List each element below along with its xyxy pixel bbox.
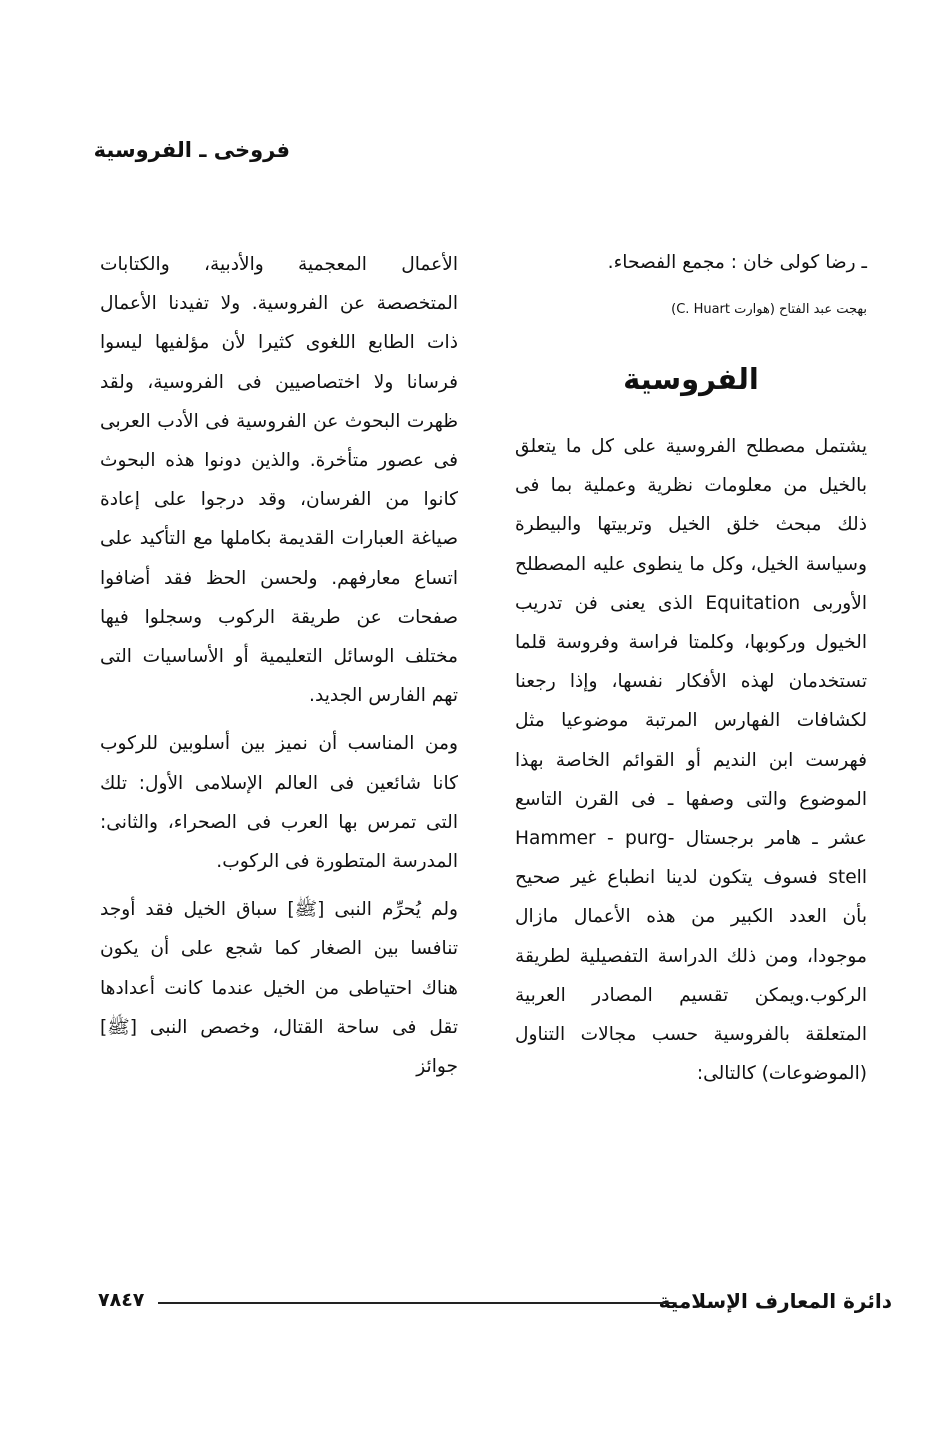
article-author: بهجت عبد الفتاح (هوارت C. Huart) — [671, 302, 867, 317]
body-paragraph: يشتمل مصطلح الفروسية على كل ما يتعلق بالخيل من معلومات نظرية وعملية بما فى ذلك مبحث خلق الخيل وتربيتها والبيطرة وسياسة الخيل، وكل ما ينطوى عليه المصطلح الأوربى Equitation الذى يعنى فن تدريب الخيول وركوبها، وكلمتا فراسة وفروسة قلما تستخدمان لهذه الأفكار نفسها، وإذا رجعنا لكشافات الفهارس المرتبة موضوعيا مثل فهرست ابن النديم أو القوائم الخاصة بهذا الموضوع والتى وصفها ـ فى القرن التاسع عشر ـ هامر برجستال Hammer - purg- stell فسوف يتكون لدينا انطباع غير صحيح بأن العدد الكبير من هذه الأعمال مازال موجودا، ومن ذلك الدراسة التفصيلية لطريقة الركوب.ويمكن تقسيم المصادر العربية المتعلقة بالفروسية حسب مجالات التناول (الموضوعات) كالتالى: — [515, 436, 868, 1085]
right-column — [515, 427, 867, 1093]
body-paragraph: ومن المناسب أن نميز بين أسلوبين للركوب كانا شائعين فى العالم الإسلامى الأول: تلك التى تمرس بها العرب فى الصحراء، والثانى: المدرسة المتطورة فى الركوب. — [100, 733, 458, 873]
body-paragraph: ولم يُحرِّم النبى [ﷺ] سباق الخيل فقد أوجد تنافسا بين الصغار كما شجع على أن يكون هناك احتياطى من الخيل عندما كانت أعدادها تقل فى ساحة القتال، وخصص النبى [ﷺ] جوائز — [100, 899, 458, 1078]
footer-rule — [158, 1302, 674, 1304]
footer-encyclopedia-title: دائرة المعارف الإسلامية — [658, 1289, 892, 1313]
left-column — [100, 245, 458, 1086]
running-header: فروخى ـ الفروسية — [93, 138, 290, 162]
body-paragraph: الأعمال المعجمية والأدبية، والكتابات المتخصصة عن الفروسية. ولا تفيدنا الأعمال ذات الطابع اللغوى كثيرا لأن مؤلفيها ليسوا فرسانا ولا اختصاصيين فى الفروسية، ولقد ظهرت البحوث عن الفروسية فى الأدب العربى فى عصور متأخرة. والذين دونوا هذه البحوث كانوا من الفرسان، وقد درجوا على إعادة صياغة العبارات القديمة بكاملها مع التأكيد على اتساع معارفهم. ولحسن الحظ فقد أضافوا صفحات عن طريقة الركوب وسجلوا فيها مختلف الوسائل التعليمية أو الأساسيات التى تهم الفارس الجديد. — [100, 254, 458, 707]
bibliography-reference: ـ رضا كولى خان : مجمع الفصحاء. — [607, 252, 867, 273]
page-number: ٧٨٤٧ — [98, 1289, 145, 1311]
section-title: الفروسية — [623, 362, 759, 396]
